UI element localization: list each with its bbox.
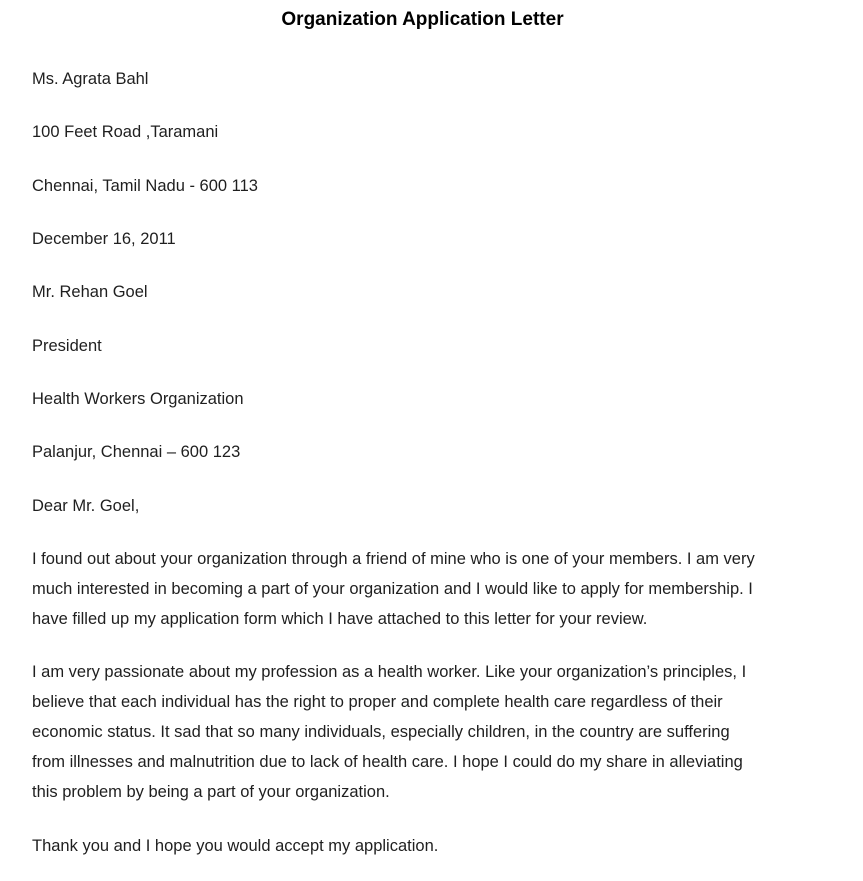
salutation: Dear Mr. Goel, xyxy=(32,497,140,515)
recipient-position: President xyxy=(32,337,102,355)
paragraph-line: from illnesses and malnutrition due to lack of health care. I hope I could do my share in alleviating xyxy=(32,753,743,771)
sender-address-line1: 100 Feet Road ,Taramani xyxy=(32,123,219,141)
paragraph-line: I found out about your organization through a friend of mine who is one of your members. I am very xyxy=(32,550,755,568)
paragraph-line: economic status. It sad that so many individuals, especially children, in the country are suffering xyxy=(32,723,730,741)
paragraph-line: have filled up my application form which I have attached to this letter for your review. xyxy=(32,610,648,628)
document-title: Organization Application Letter xyxy=(281,9,564,30)
recipient-organization: Health Workers Organization xyxy=(32,390,244,408)
paragraph-line: believe that each individual has the right to proper and complete health care regardless of their xyxy=(32,693,723,711)
recipient-address: Palanjur, Chennai – 600 123 xyxy=(32,443,241,461)
sender-name: Ms. Agrata Bahl xyxy=(32,70,149,88)
body-paragraph-2 xyxy=(32,661,832,811)
closing-line: Thank you and I hope you would accept my application. xyxy=(32,837,439,855)
body-paragraph-1 xyxy=(32,548,832,638)
paragraph-line: much interested in becoming a part of your organization and I would like to apply for membership. I xyxy=(32,580,753,598)
letter-date: December 16, 2011 xyxy=(32,230,176,248)
recipient-name: Mr. Rehan Goel xyxy=(32,283,148,301)
paragraph-line: this problem by being a part of your organization. xyxy=(32,783,390,801)
sender-address-line2: Chennai, Tamil Nadu - 600 113 xyxy=(32,177,258,195)
paragraph-line: I am very passionate about my profession as a health worker. Like your organization’s principles, I xyxy=(32,663,747,681)
